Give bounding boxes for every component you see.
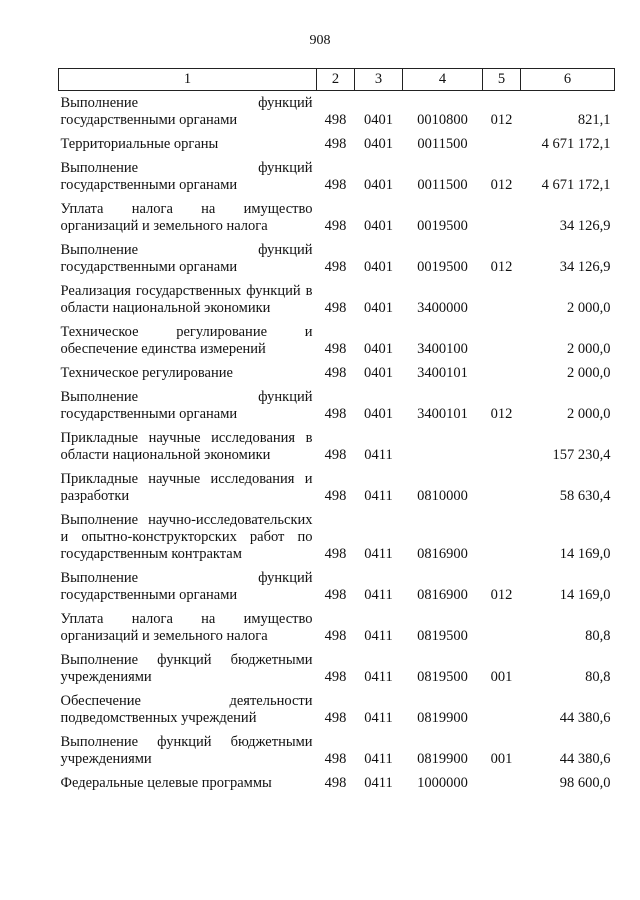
row-col-2-cell: 498 bbox=[324, 406, 347, 422]
table-row bbox=[59, 385, 615, 426]
row-col-4-cell: 0011500 bbox=[417, 136, 468, 152]
row-col-3-cell: 0401 bbox=[364, 177, 393, 193]
header-col-2: 2 bbox=[317, 69, 355, 91]
row-col-3-cell: 0411 bbox=[364, 447, 393, 463]
row-name-cell: Выполнение функций государственными органами bbox=[60, 389, 313, 422]
row-col-4-cell: 0019500 bbox=[417, 259, 468, 275]
row-name-cell: Реализация государственных функций в области национальной экономики bbox=[60, 283, 313, 316]
row-col-2-cell: 498 bbox=[324, 136, 347, 152]
row-amount-cell: 80,8 bbox=[585, 628, 611, 644]
row-name-cell: Выполнение функций государственными органами bbox=[60, 160, 313, 193]
table-row bbox=[59, 320, 615, 361]
row-col-5-cell bbox=[483, 361, 521, 385]
row-col-2-cell: 498 bbox=[324, 751, 347, 767]
row-col-5-cell: 012 bbox=[490, 406, 513, 422]
row-amount-cell: 44 380,6 bbox=[559, 710, 611, 726]
table-row bbox=[59, 197, 615, 238]
row-amount-cell: 34 126,9 bbox=[559, 218, 611, 234]
row-col-3-cell: 0411 bbox=[364, 488, 393, 504]
table-row bbox=[59, 730, 615, 771]
row-col-5-cell bbox=[483, 132, 521, 156]
row-col-5-cell bbox=[483, 197, 521, 238]
row-amount-cell: 2 000,0 bbox=[567, 406, 611, 422]
row-amount-cell: 157 230,4 bbox=[552, 447, 611, 463]
table-header bbox=[59, 69, 615, 91]
row-name-cell: Прикладные научные исследования в области национальной экономики bbox=[60, 430, 313, 463]
table-row bbox=[59, 238, 615, 279]
header-col-5: 5 bbox=[483, 69, 521, 91]
table-row bbox=[59, 361, 615, 385]
row-col-4-cell: 0810000 bbox=[417, 488, 468, 504]
row-col-5-cell: 012 bbox=[490, 259, 513, 275]
row-col-4-cell: 0816900 bbox=[417, 546, 468, 562]
row-name-cell: Выполнение функций государственными органами bbox=[60, 95, 313, 128]
row-col-4-cell: 3400101 bbox=[417, 365, 468, 381]
row-col-2-cell: 498 bbox=[324, 365, 347, 381]
table-row bbox=[59, 467, 615, 508]
row-col-4-cell: 0819900 bbox=[417, 751, 468, 767]
row-col-5-cell bbox=[483, 689, 521, 730]
row-col-3-cell: 0411 bbox=[364, 669, 393, 685]
row-col-3-cell: 0401 bbox=[364, 112, 393, 128]
row-col-2-cell: 498 bbox=[324, 546, 347, 562]
row-col-2-cell: 498 bbox=[324, 710, 347, 726]
row-amount-cell: 2 000,0 bbox=[567, 341, 611, 357]
row-col-2-cell: 498 bbox=[324, 259, 347, 275]
row-amount-cell: 2 000,0 bbox=[567, 365, 611, 381]
row-name-cell: Уплата налога на имущество организаций и земельного налога bbox=[60, 201, 313, 234]
table-row bbox=[59, 607, 615, 648]
row-col-3-cell: 0401 bbox=[364, 136, 393, 152]
row-name-cell: Уплата налога на имущество организаций и земельного налога bbox=[60, 611, 313, 644]
row-col-4-cell: 0019500 bbox=[417, 218, 468, 234]
row-col-4-cell: 0819500 bbox=[417, 628, 468, 644]
table-row bbox=[59, 566, 615, 607]
row-amount-cell: 44 380,6 bbox=[559, 751, 611, 767]
row-amount-cell: 821,1 bbox=[577, 112, 611, 128]
row-name-cell: Территориальные органы bbox=[60, 136, 219, 152]
row-col-3-cell: 0411 bbox=[364, 546, 393, 562]
row-col-3-cell: 0411 bbox=[364, 710, 393, 726]
row-col-5-cell bbox=[483, 279, 521, 320]
row-col-2-cell: 498 bbox=[324, 775, 347, 791]
row-col-4-cell: 1000000 bbox=[417, 775, 468, 791]
row-col-2-cell: 498 bbox=[324, 628, 347, 644]
row-col-2-cell: 498 bbox=[324, 177, 347, 193]
header-col-1: 1 bbox=[59, 69, 317, 91]
row-name-cell: Обеспечение деятельности подведомственных учреждений bbox=[60, 693, 313, 726]
row-col-2-cell: 498 bbox=[324, 300, 347, 316]
row-col-5-cell bbox=[483, 467, 521, 508]
row-name-cell: Выполнение научно-исследовательских и опытно-конструкторских работ по государственным контрактам bbox=[60, 512, 313, 562]
row-col-5-cell: 012 bbox=[490, 112, 513, 128]
table-row bbox=[59, 689, 615, 730]
row-col-4-cell bbox=[403, 426, 483, 467]
row-col-2-cell: 498 bbox=[324, 587, 347, 603]
row-name-cell: Техническое регулирование bbox=[60, 365, 233, 381]
page-number: 908 bbox=[309, 33, 331, 48]
row-col-3-cell: 0401 bbox=[364, 300, 393, 316]
row-col-4-cell: 3400100 bbox=[417, 341, 468, 357]
row-name-cell: Федеральные целевые программы bbox=[60, 775, 272, 791]
row-col-3-cell: 0411 bbox=[364, 775, 393, 791]
table-body bbox=[59, 91, 615, 796]
row-col-2-cell: 498 bbox=[324, 341, 347, 357]
row-amount-cell: 2 000,0 bbox=[567, 300, 611, 316]
row-col-2-cell: 498 bbox=[324, 488, 347, 504]
header-col-3: 3 bbox=[355, 69, 403, 91]
row-col-2-cell: 498 bbox=[324, 447, 347, 463]
row-col-3-cell: 0411 bbox=[364, 628, 393, 644]
row-col-4-cell: 0819500 bbox=[417, 669, 468, 685]
header-col-6: 6 bbox=[521, 69, 615, 91]
row-col-3-cell: 0401 bbox=[364, 406, 393, 422]
row-amount-cell: 34 126,9 bbox=[559, 259, 611, 275]
row-col-5-cell: 012 bbox=[490, 177, 513, 193]
row-col-3-cell: 0401 bbox=[364, 341, 393, 357]
table-row bbox=[59, 426, 615, 467]
row-col-4-cell: 3400000 bbox=[417, 300, 468, 316]
row-col-5-cell bbox=[483, 607, 521, 648]
row-name-cell: Выполнение функций государственными органами bbox=[60, 570, 313, 603]
row-name-cell: Выполнение функций бюджетными учреждениями bbox=[60, 734, 313, 767]
row-col-5-cell bbox=[483, 426, 521, 467]
table-row bbox=[59, 91, 615, 133]
row-col-5-cell bbox=[483, 320, 521, 361]
row-col-5-cell bbox=[483, 508, 521, 566]
row-name-cell: Техническое регулирование и обеспечение единства измерений bbox=[60, 324, 313, 357]
table-row bbox=[59, 132, 615, 156]
row-amount-cell: 4 671 172,1 bbox=[541, 177, 611, 193]
table-row bbox=[59, 648, 615, 689]
row-col-5-cell: 001 bbox=[490, 751, 513, 767]
row-name-cell: Выполнение функций государственными органами bbox=[60, 242, 313, 275]
row-col-4-cell: 0011500 bbox=[417, 177, 468, 193]
row-col-3-cell: 0401 bbox=[364, 259, 393, 275]
row-name-cell: Выполнение функций бюджетными учреждениями bbox=[60, 652, 313, 685]
row-amount-cell: 4 671 172,1 bbox=[541, 136, 611, 152]
budget-table-container bbox=[58, 68, 614, 795]
table-row bbox=[59, 279, 615, 320]
row-col-5-cell: 001 bbox=[490, 669, 513, 685]
row-col-2-cell: 498 bbox=[324, 218, 347, 234]
header-col-4: 4 bbox=[403, 69, 483, 91]
row-amount-cell: 58 630,4 bbox=[559, 488, 611, 504]
row-amount-cell: 80,8 bbox=[585, 669, 611, 685]
row-col-2-cell: 498 bbox=[324, 669, 347, 685]
row-col-3-cell: 0411 bbox=[364, 587, 393, 603]
row-amount-cell: 14 169,0 bbox=[559, 587, 611, 603]
row-amount-cell: 14 169,0 bbox=[559, 546, 611, 562]
table-row bbox=[59, 156, 615, 197]
row-amount-cell: 98 600,0 bbox=[559, 775, 611, 791]
row-col-4-cell: 0010800 bbox=[417, 112, 468, 128]
budget-table bbox=[58, 68, 615, 795]
row-col-5-cell bbox=[483, 771, 521, 795]
row-col-4-cell: 0816900 bbox=[417, 587, 468, 603]
row-col-3-cell: 0401 bbox=[364, 218, 393, 234]
table-row bbox=[59, 508, 615, 566]
row-name-cell: Прикладные научные исследования и разработки bbox=[60, 471, 313, 504]
table-row bbox=[59, 771, 615, 795]
row-col-3-cell: 0411 bbox=[364, 751, 393, 767]
row-col-5-cell: 012 bbox=[490, 587, 513, 603]
row-col-4-cell: 0819900 bbox=[417, 710, 468, 726]
row-col-2-cell: 498 bbox=[324, 112, 347, 128]
row-col-4-cell: 3400101 bbox=[417, 406, 468, 422]
row-col-3-cell: 0401 bbox=[364, 365, 393, 381]
header-row bbox=[59, 69, 615, 91]
